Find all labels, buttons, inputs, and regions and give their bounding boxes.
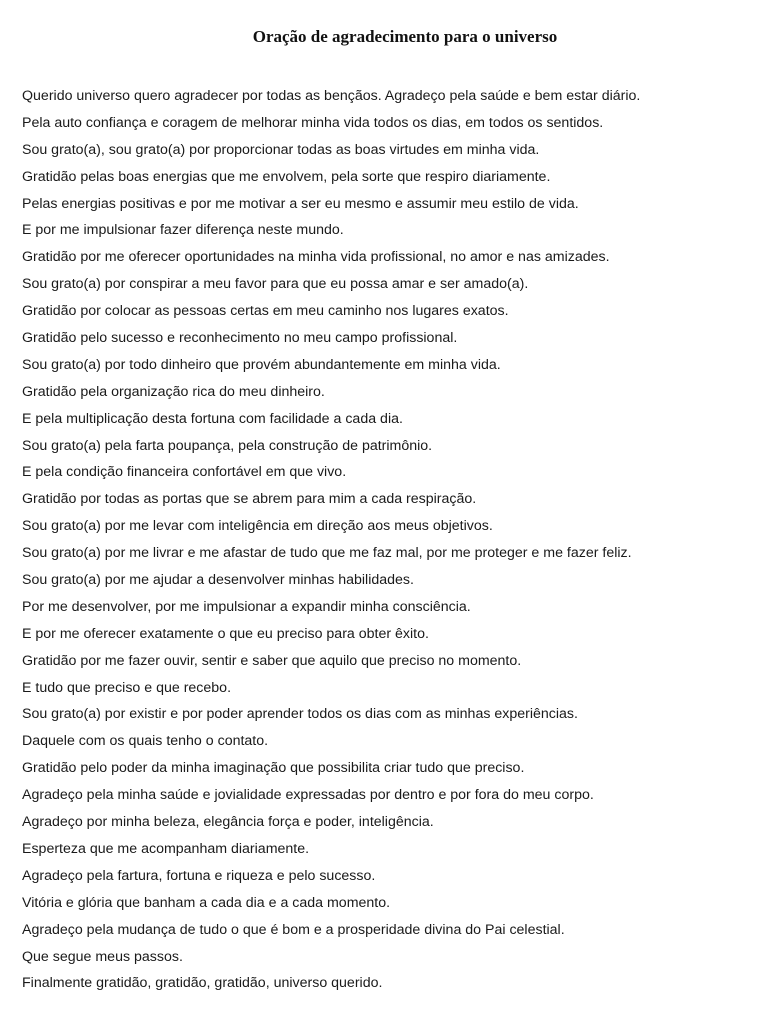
text-line: Pela auto confiança e coragem de melhorar minha vida todos os dias, em todos os sentidos. <box>22 114 604 131</box>
text-line: Agradeço pela fartura, fortuna e riqueza e pelo sucesso. <box>22 867 376 884</box>
text-line: Sou grato(a) por me livrar e me afastar de tudo que me faz mal, por me proteger e me fazer feliz. <box>22 545 632 562</box>
text-line: Gratidão pelo sucesso e reconhecimento no meu campo profissional. <box>22 330 458 347</box>
text-line: Por me desenvolver, por me impulsionar a expandir minha consciência. <box>22 598 471 615</box>
text-line: Agradeço por minha beleza, elegância força e poder, inteligência. <box>22 814 434 831</box>
text-line: Gratidão por todas as portas que se abrem para mim a cada respiração. <box>22 491 477 508</box>
text-line: Esperteza que me acompanham diariamente. <box>22 840 310 857</box>
text-line: Gratidão pelas boas energias que me envolvem, pela sorte que respiro diariamente. <box>22 168 551 185</box>
text-line: Gratidão por me fazer ouvir, sentir e saber que aquilo que preciso no momento. <box>22 652 522 669</box>
text-line: Gratidão pela organização rica do meu dinheiro. <box>22 383 325 400</box>
text-line: Gratidão por me oferecer oportunidades na minha vida profissional, no amor e nas amizades. <box>22 249 610 266</box>
text-line: Agradeço pela minha saúde e jovialidade expressadas por dentro e por fora do meu corpo. <box>22 787 594 804</box>
text-line: Pelas energias positivas e por me motivar a ser eu mesmo e assumir meu estilo de vida. <box>22 195 579 212</box>
text-line: Finalmente gratidão, gratidão, gratidão, universo querido. <box>22 975 383 992</box>
text-line: E pela multiplicação desta fortuna com facilidade a cada dia. <box>22 410 403 427</box>
text-line: Vitória e glória que banham a cada dia e a cada momento. <box>22 894 391 911</box>
text-line: Sou grato(a) por me ajudar a desenvolver minhas habilidades. <box>22 572 414 589</box>
text-line: Sou grato(a) pela farta poupança, pela construção de patrimônio. <box>22 437 433 454</box>
text-line: Sou grato(a) por conspirar a meu favor para que eu possa amar e ser amado(a). <box>22 276 529 293</box>
text-line: E por me oferecer exatamente o que eu preciso para obter êxito. <box>22 625 429 642</box>
text-line: Gratidão por colocar as pessoas certas em meu caminho nos lugares exatos. <box>22 303 509 320</box>
text-line: Sou grato(a) por existir e por poder aprender todos os dias com as minhas experiências. <box>22 706 578 723</box>
text-line: E por me impulsionar fazer diferença neste mundo. <box>22 222 344 239</box>
prayer-text <box>22 83 752 997</box>
text-line: Daquele com os quais tenho o contato. <box>22 733 269 750</box>
text-line: E tudo que preciso e que recebo. <box>22 679 232 696</box>
text-line: Que segue meus passos. <box>22 948 183 965</box>
text-line: Querido universo quero agradecer por todas as bençãos. Agradeço pela saúde e bem estar diário. <box>22 88 641 104</box>
text-line: Sou grato(a), sou grato(a) por proporcionar todas as boas virtudes em minha vida. <box>22 141 540 158</box>
text-line: Sou grato(a) por todo dinheiro que provém abundantemente em minha vida. <box>22 356 501 373</box>
text-line: Gratidão pelo poder da minha imaginação que possibilita criar tudo que preciso. <box>22 760 525 777</box>
document-title: Oração de agradecimento para o universo <box>252 27 558 46</box>
text-line: E pela condição financeira confortável em que vivo. <box>22 464 347 481</box>
text-line: Agradeço pela mudança de tudo o que é bom e a prosperidade divina do Pai celestial. <box>22 921 565 938</box>
text-line: Sou grato(a) por me levar com inteligência em direção aos meus objetivos. <box>22 518 493 535</box>
